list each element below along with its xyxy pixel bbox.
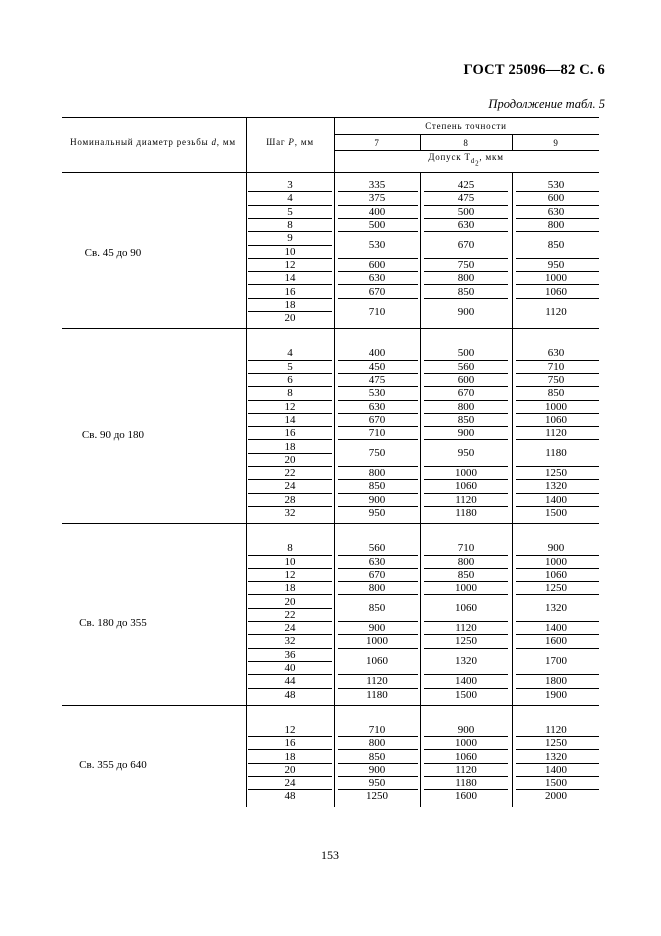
tolerance-value-grade-8: 800 [457, 272, 475, 285]
tolerance-value-grade-7: 1000 [366, 635, 388, 648]
grade7-row-rule [338, 439, 418, 440]
tolerance-subscript [470, 156, 480, 168]
pitch-value: 8 [287, 219, 293, 232]
tolerance-value-grade-7: 375 [368, 192, 386, 205]
pitch-value: 20 [284, 453, 296, 466]
pitch-value: 24 [284, 480, 296, 493]
tolerance-value-grade-8: 1000 [455, 467, 477, 480]
tolerance-value-grade-9: 1250 [545, 737, 567, 750]
pitch-value: 24 [284, 777, 296, 790]
tolerance-value-grade-7: 335 [368, 179, 386, 192]
pitch-value: 24 [284, 622, 296, 635]
tolerance-value-grade-8: 425 [457, 179, 475, 192]
tolerance-value-grade-7: 800 [368, 467, 386, 480]
tolerance-value-grade-7: 400 [368, 347, 386, 360]
tolerance-value-grade-7: 710 [368, 305, 386, 318]
tolerance-value-grade-9: 1900 [545, 688, 567, 701]
pitch-value: 12 [284, 400, 296, 413]
tolerance-value-grade-9: 2000 [545, 790, 567, 803]
tolerance-value-grade-9: 850 [547, 387, 565, 400]
pitch-value: 16 [284, 737, 296, 750]
tolerance-value-grade-9: 1250 [545, 582, 567, 595]
pitch-value: 12 [284, 723, 296, 736]
tolerance-value-grade-8: 1120 [455, 763, 477, 776]
tolerance-value-grade-8: 1000 [455, 737, 477, 750]
tolerance-value-grade-7: 900 [368, 622, 386, 635]
pitch-value: 10 [284, 245, 296, 258]
tolerance-value-grade-8: 900 [457, 723, 475, 736]
tolerance-value-grade-7: 530 [368, 239, 386, 251]
tolerance-value-grade-8: 1120 [455, 622, 477, 635]
group-separator-rule [62, 328, 599, 329]
tolerance-value-grade-9: 600 [547, 192, 565, 205]
tolerance-value-grade-9: 1060 [545, 413, 567, 426]
pitch-value: 48 [284, 790, 296, 803]
table-column-rule [512, 172, 513, 807]
tolerance-value-grade-9: 630 [547, 205, 565, 218]
pitch-value: 14 [284, 413, 296, 426]
tolerance-value-grade-7: 560 [368, 542, 386, 555]
tolerance-value-grade-7: 500 [368, 219, 386, 232]
tolerance-value-grade-7: 950 [368, 777, 386, 790]
header-bottom-rule [62, 172, 599, 173]
pitch-value: 12 [284, 258, 296, 271]
tolerance-value-grade-7: 850 [368, 750, 386, 763]
tolerance-value-grade-7: 850 [368, 480, 386, 493]
tolerance-value-grade-9: 1180 [545, 447, 567, 460]
pitch-value: 4 [287, 347, 293, 360]
tolerance-value-grade-9: 1320 [545, 602, 567, 615]
tolerance-value-grade-9: 1800 [545, 675, 567, 688]
table-column-rule [420, 172, 421, 807]
tolerance-sub-2: 2 [475, 159, 480, 168]
tolerance-value-grade-9: 1320 [545, 750, 567, 763]
tolerance-value-grade-8: 1250 [455, 635, 477, 648]
pitch-value: 4 [287, 192, 293, 205]
tolerance-value-grade-7: 800 [368, 737, 386, 750]
grade8-row-rule [424, 231, 508, 232]
pitch-value: 18 [284, 440, 296, 453]
tolerance-value-grade-7: 950 [368, 507, 386, 520]
tolerance-value-grade-9: 1500 [545, 777, 567, 790]
table-column-rule [512, 134, 513, 150]
tolerance-value-grade-8: 800 [457, 555, 475, 568]
tolerance-value-grade-9: 1250 [545, 467, 567, 480]
grade8-row-rule [424, 648, 508, 649]
tolerance-value-grade-8: 1060 [455, 602, 477, 615]
table-column-rule [246, 117, 247, 172]
pitch-value: 10 [284, 555, 296, 568]
tolerance-value-grade-8: 1500 [455, 688, 477, 701]
tolerance-value-grade-8: 475 [457, 192, 475, 205]
pitch-value: 3 [287, 179, 293, 192]
pitch-header-label: Шаг [266, 137, 289, 147]
diameter-header-unit: , мм [216, 137, 236, 147]
tolerance-value-grade-9: 1060 [545, 285, 567, 298]
tolerance-value-grade-9: 710 [547, 360, 565, 373]
table-column-rule [334, 172, 335, 807]
pitch-value: 48 [284, 688, 296, 701]
tolerance-value-grade-7: 600 [368, 258, 386, 271]
group-separator-rule [62, 705, 599, 706]
diameter-column-header [70, 136, 236, 148]
diameter-range-label: Св. 180 до 355 [79, 617, 147, 629]
tolerance-value-grade-8: 850 [457, 413, 475, 426]
pitch-value: 32 [284, 635, 296, 648]
grade9-row-rule [516, 648, 599, 649]
tolerance-value-grade-7: 710 [368, 723, 386, 736]
tolerance-value-grade-8: 670 [457, 239, 475, 251]
tolerance-value-grade-8: 850 [457, 568, 475, 581]
tolerance-value-grade-9: 1060 [545, 568, 567, 581]
tolerance-value-grade-9: 950 [547, 258, 565, 271]
pitch-value: 36 [284, 648, 296, 661]
tolerance-value-grade-9: 1120 [545, 723, 567, 736]
grade8-row-rule [424, 594, 508, 595]
tolerance-value-grade-8: 710 [457, 542, 475, 555]
pitch-value: 18 [284, 298, 296, 311]
tolerance-value-grade-8: 900 [457, 427, 475, 440]
tolerance-value-grade-9: 1120 [545, 305, 567, 318]
pitch-value: 22 [284, 467, 296, 480]
grade9-row-rule [516, 231, 599, 232]
pitch-header-var: P [288, 137, 295, 147]
tolerance-value-grade-8: 630 [457, 219, 475, 232]
tolerance-value-grade-7: 630 [368, 555, 386, 568]
tolerance-value-grade-8: 1000 [455, 582, 477, 595]
pitch-value: 20 [284, 312, 296, 325]
pitch-value: 6 [287, 374, 293, 387]
tolerance-value-grade-8: 1320 [455, 655, 477, 668]
grade7-row-rule [338, 648, 418, 649]
tolerance-value-grade-7: 450 [368, 360, 386, 373]
diameter-range-label: Св. 45 до 90 [84, 247, 142, 260]
grade-9-header: 9 [553, 138, 559, 148]
grade-8-header: 8 [463, 138, 469, 148]
grade8-row-rule [424, 298, 508, 299]
pitch-value: 5 [287, 205, 293, 218]
tolerance-value-grade-8: 500 [457, 205, 475, 218]
tolerance-value-grade-7: 630 [368, 272, 386, 285]
tolerance-value-grade-9: 1000 [545, 272, 567, 285]
tolerance-value-grade-7: 400 [368, 205, 386, 218]
pitch-value: 32 [284, 507, 296, 520]
tolerance-value-grade-9: 1400 [545, 763, 567, 776]
grade9-row-rule [516, 439, 599, 440]
tolerance-value-grade-7: 630 [368, 400, 386, 413]
pitch-value: 8 [287, 387, 293, 400]
tolerance-value-grade-9: 1000 [545, 400, 567, 413]
tolerance-value-grade-7: 900 [368, 763, 386, 776]
pitch-value: 9 [287, 232, 293, 245]
tolerance-value-grade-8: 1600 [455, 790, 477, 803]
tolerance-header [428, 151, 503, 169]
tolerance-value-grade-7: 750 [368, 447, 386, 460]
tolerance-value-grade-8: 1400 [455, 675, 477, 688]
pitch-value: 5 [287, 360, 293, 373]
grade-7-header: 7 [374, 138, 380, 148]
tolerance-value-grade-7: 850 [368, 602, 386, 615]
tolerance-value-grade-7: 1180 [366, 688, 388, 701]
pitch-value: 44 [284, 675, 296, 688]
tolerance-value-grade-7: 1120 [366, 675, 388, 688]
tolerance-value-grade-9: 1400 [545, 622, 567, 635]
tolerance-value-grade-8: 1180 [455, 777, 477, 790]
grade8-row-rule [424, 439, 508, 440]
tolerance-value-grade-7: 670 [368, 413, 386, 426]
tolerance-value-grade-9: 1700 [545, 655, 567, 668]
tolerance-value-grade-7: 670 [368, 285, 386, 298]
tolerance-value-grade-8: 600 [457, 374, 475, 387]
pitch-value: 8 [287, 542, 293, 555]
pitch-value: 22 [284, 608, 296, 621]
grade9-row-rule [516, 594, 599, 595]
tolerance-value-grade-8: 900 [457, 305, 475, 318]
pitch-value: 16 [284, 427, 296, 440]
tolerance-value-grade-8: 500 [457, 347, 475, 360]
tolerance-value-grade-9: 1600 [545, 635, 567, 648]
pitch-value: 14 [284, 272, 296, 285]
tolerance-value-grade-8: 850 [457, 285, 475, 298]
table-column-rule [420, 134, 421, 150]
tolerance-value-grade-8: 1060 [455, 480, 477, 493]
grade-header-rule [334, 134, 599, 135]
table-column-rule [246, 172, 247, 807]
grade9-row-rule [516, 298, 599, 299]
pitch-value: 20 [284, 763, 296, 776]
tolerance-value-grade-8: 800 [457, 400, 475, 413]
tolerance-value-grade-9: 1500 [545, 507, 567, 520]
pitch-value: 40 [284, 662, 296, 675]
tolerance-value-grade-8: 950 [457, 447, 475, 460]
tolerance-value-grade-8: 1120 [455, 493, 477, 506]
tolerance-value-grade-7: 475 [368, 374, 386, 387]
table-continuation-note: Продолжение табл. 5 [488, 97, 605, 111]
pitch-value: 12 [284, 568, 296, 581]
tolerance-value-grade-9: 750 [547, 374, 565, 387]
grade7-row-rule [338, 298, 418, 299]
pitch-value: 18 [284, 750, 296, 763]
diameter-range-label: Св. 355 до 640 [79, 758, 147, 771]
tolerance-value-grade-8: 750 [457, 258, 475, 271]
pitch-column-header [266, 136, 314, 148]
tolerance-value-grade-8: 1180 [455, 507, 477, 520]
tolerance-value-grade-7: 530 [368, 387, 386, 400]
tolerance-value-grade-7: 800 [368, 582, 386, 595]
tolerance-value-grade-8: 560 [457, 360, 475, 373]
page-number: 153 [321, 848, 339, 862]
tolerance-value-grade-7: 1250 [366, 790, 388, 803]
tolerance-value-grade-7: 710 [368, 427, 386, 440]
tolerance-value-grade-7: 670 [368, 568, 386, 581]
tolerance-value-grade-7: 900 [368, 493, 386, 506]
diameter-range-label: Св. 90 до 180 [81, 428, 145, 441]
grade7-row-rule [338, 594, 418, 595]
pitch-value: 18 [284, 582, 296, 595]
pitch-value: 16 [284, 285, 296, 298]
tolerance-header-unit: , мкм [479, 151, 504, 162]
tolerance-value-grade-9: 800 [547, 219, 565, 232]
tolerance-value-grade-9: 850 [547, 239, 565, 251]
tolerance-value-grade-9: 1320 [545, 480, 567, 493]
table-top-rule [62, 117, 599, 118]
tolerance-value-grade-9: 900 [547, 542, 565, 555]
tolerance-value-grade-7: 1060 [366, 655, 388, 668]
tolerance-value-grade-9: 1120 [545, 427, 567, 440]
accuracy-grade-header: Степень точности [425, 121, 507, 131]
pitch-value: 28 [284, 493, 296, 506]
tolerance-value-grade-8: 1060 [455, 750, 477, 763]
tolerance-value-grade-9: 630 [547, 347, 565, 360]
group-separator-rule [62, 523, 599, 524]
pitch-header-unit: , мм [294, 137, 314, 147]
tolerance-value-grade-9: 1400 [545, 493, 567, 506]
tolerance-header-label: Допуск T [428, 151, 471, 162]
tolerance-sub-d: d [470, 156, 476, 165]
tolerance-value-grade-8: 670 [457, 387, 475, 400]
grade7-row-rule [338, 231, 418, 232]
pitch-value: 20 [284, 595, 296, 608]
diameter-header-var: d [211, 137, 217, 147]
table-column-rule [334, 117, 335, 172]
document-header-title: ГОСТ 25096—82 С. 6 [463, 62, 605, 78]
tolerance-value-grade-9: 530 [547, 179, 565, 192]
diameter-header-label: Номинальный диаметр резьбы [70, 137, 212, 147]
tolerance-value-grade-9: 1000 [545, 555, 567, 568]
